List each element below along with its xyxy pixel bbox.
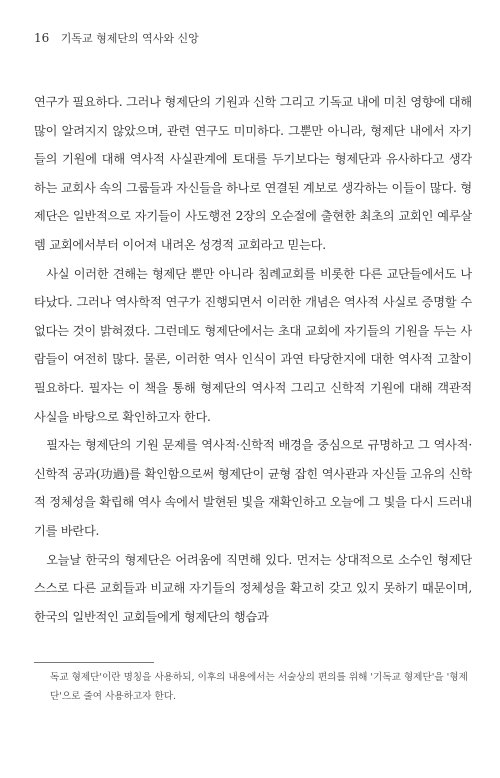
paragraph: 연구가 필요하다. 그러나 형제단의 기원과 신학 그리고 기독교 내에 미친 영향에 대해 많이 알려지지 않았으며, 관련 연구도 미미하다. 그뿐만 아니라, 형제단 내에서 자기들의 기원에 대해 역사적 사실관계에 토대를 두기보다는 형제단과 유사하다고 생각하는 교회사 속의 그룹들과 자신들을 하나로 연결된 계보로 생각하는 이들이 많다. 형제단은 일반적으로 자기들이 사도행전 2장의 오순절에 출현한 최초의 교회인 예루살렘 교회에서부터 이어져 내려온 성경적 교회라고 믿는다. [34, 95, 472, 252]
footnote-divider [34, 662, 154, 663]
paragraph: 오늘날 한국의 형제단은 어려움에 직면해 있다. 먼저는 상대적으로 소수인 형제단 스스로 다른 교회들과 비교해 자기들의 정체성을 확고히 갖고 있지 못하기 때문이며, 한국의 일반적인 교회들에게 형제단의 행습과 [34, 552, 472, 624]
running-title: 기독교 형제단의 역사와 신앙 [60, 32, 199, 45]
paragraph: 사실 이러한 견해는 형제단 뿐만 아니라 침례교회를 비롯한 다른 교단들에서도 나타났다. 그러나 역사학적 연구가 진행되면서 이러한 개념은 역사적 사실로 증명할 수 없다는 것이 밝혀졌다. 그런데도 형제단에서는 초대 교회에 자기들의 기원을 두는 사람들이 여전히 많다. 물론, 이러한 역사 인식이 과연 타당한지에 대한 역사적 고찰이 필요하다. 필자는 이 책을 통해 형제단의 역사적 그리고 신학적 기원에 대해 객관적 사실을 바탕으로 확인하고자 한다. [34, 266, 472, 424]
body-text [34, 88, 472, 631]
footnote: 독교 형제단'이란 명칭을 사용하되, 이후의 내용에서는 서술상의 편의를 위해 '기독교 형제단'을 '형제단'으로 줄여 사용하고자 한다. [50, 672, 468, 702]
paragraph: 필자는 형제단의 기원 문제를 역사적·신학적 배경을 중심으로 규명하고 그 역사적·신학적 공과(功過)를 확인함으로써 형제단이 균형 잡힌 역사관과 자신들 고유의 신학적 정체성을 확립해 역사 속에서 발현된 빛을 재확인하고 오늘에 그 빛을 다시 드러내기를 바란다. [34, 438, 472, 538]
page-number: 16 [34, 31, 50, 45]
running-header [34, 30, 199, 46]
